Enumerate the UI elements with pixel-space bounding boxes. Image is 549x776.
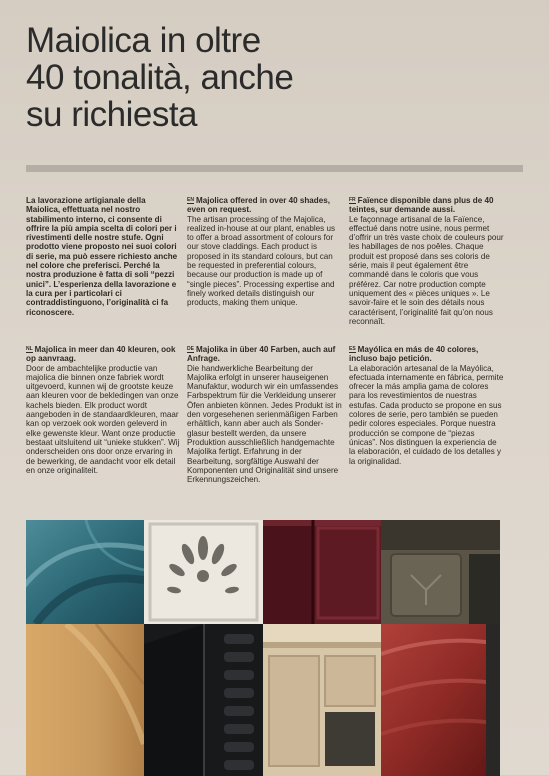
title-line-2: 40 tonalità, anche: [26, 58, 294, 97]
heading-de: $^{DE}$ Majolika in über 40 Farben, auch auf Anfrage.: [187, 345, 336, 364]
flag-es: ES: [349, 346, 356, 352]
swatch-white: [144, 520, 263, 624]
flag-de: DE: [187, 346, 194, 352]
text-column-it: [26, 196, 181, 317]
body-es: La elaboración artesanal de la Mayólica, efectuada internamente en fábrica, permite ofrecer la más amplia gama de colores para los revestimientos de nuestras estufas. Cada producto se propone en sus colores de serie, pero también se pueden pedir colores especiales. Porque nuestra producción se compone de “piezas únicas”. Nos distinguen la experiencia de la elaboración, el cuidado de los detalles y la originalidad.: [349, 363, 504, 466]
heading-es: $^{ES}$ Mayólica en más de 40 colores, incluso bajo petición.: [349, 345, 479, 364]
flag-en: EN: [187, 197, 194, 203]
divider-bar: [26, 165, 523, 172]
body-fr: Le façonnage artisanal de la Faïence, effectué dans notre usine, nous permet d’offrir un très vaste choix de couleurs pour les habillages de nos poêles. Chaque produit est proposé dans ses coloris de série, mais il peut également être commandé dans le coloris que vous préférez. Car notre production compte uniquement des « pièces uniques ». Le savoir-faire et le soin des détails nous caractérisent, l’originalité fait qu’on nous reconnaît.: [349, 214, 504, 326]
body-de: Die handwerkliche Bearbeitung der Majolika erfolgt in unserer hauseigenen Manufaktur, wodurch wir ein umfassendes Farbspektrum für die Verkleidung unserer Öfen anbieten können. Jedes Produkt ist in den vorgesehenen serienmäßigen Farben erhältlich, kann aber auch als Sonder-glasur bestellt werden, da unsere Produktion ausschließlich handgemachte Majolika fertigt. Erfahrung in der Bearbeitung, sorgfältige Auswahl der Komponenten und Originalität sind unsere Erkennungszeichen.: [187, 363, 342, 485]
heading-en: $^{EN}$ Majolica offered in over 40 shades, even on request.: [187, 196, 330, 215]
title-line-3: su richiesta: [26, 95, 198, 134]
text-column-fr: [349, 196, 504, 326]
flag-nl: NL: [26, 346, 33, 352]
swatch-black: [144, 624, 263, 776]
text-it: La lavorazione artigianale della Maiolica, effettuata nel nostro stabilimento interno, ci consente di offrire la più ampia scelta di colori per i rivestimenti delle nostre stufe. Ogni prodotto viene proposto nei suoi colori di serie, ma può essere richiesto anche nel colore che preferisci. Perché la nostra produzione è fatta di soli “pezzi unici”. L’esperienza della lavorazione e la cura per i particolari ci contraddistinguono, l’originalità ci fa riconoscere.: [26, 196, 178, 317]
text-column-es: [349, 345, 504, 466]
title-line-1: Maiolica in oltre: [26, 21, 261, 60]
heading-fr: $^{FR}$ Faïence disponible dans plus de 40 teintes, sur demande aussi.: [349, 196, 494, 215]
text-column-de: [187, 345, 342, 484]
swatch-olive-grey: [381, 520, 500, 624]
flag-fr: FR: [349, 197, 356, 203]
swatch-cream: [263, 624, 381, 776]
swatch-red: [381, 624, 500, 776]
body-en: The artisan processing of the Majolica, realized in-house at our plant, enables us to offer a broad assortment of colours for our stove claddings. Each product is proposed in its standard colours, but can be requested in preferential colours, because our production is made up of “single pieces”. Processing expertise and finely worked details distinguish our products, making them unique.: [187, 214, 336, 308]
heading-nl: $^{NL}$ Majolica in meer dan 40 kleuren, ook op aanvraag.: [26, 345, 176, 364]
page-title: [26, 22, 426, 133]
swatch-teal: [26, 520, 144, 624]
text-column-en: [187, 196, 342, 308]
swatch-sand: [26, 624, 144, 776]
majolica-color-swatches: [26, 520, 500, 776]
body-nl: Door de ambachtelijke productie van majolica die binnen onze fabriek wordt uitgevoerd, kunnen wij de grootste keuze aan kleuren voor de bekledingen van onze kachels bieden. Elk product wordt aangeboden in de standaardkleuren, maar kan op verzoek ook worden geleverd in elke gewenste kleur. Want onze productie bestaat uitsluitend uit “unieke stukken”. Wij onderscheiden ons door onze ervaring in de bewerking, de aandacht voor elk detail en onze originaliteit.: [26, 363, 180, 475]
text-column-nl: [26, 345, 181, 475]
swatch-bordeaux: [263, 520, 381, 624]
